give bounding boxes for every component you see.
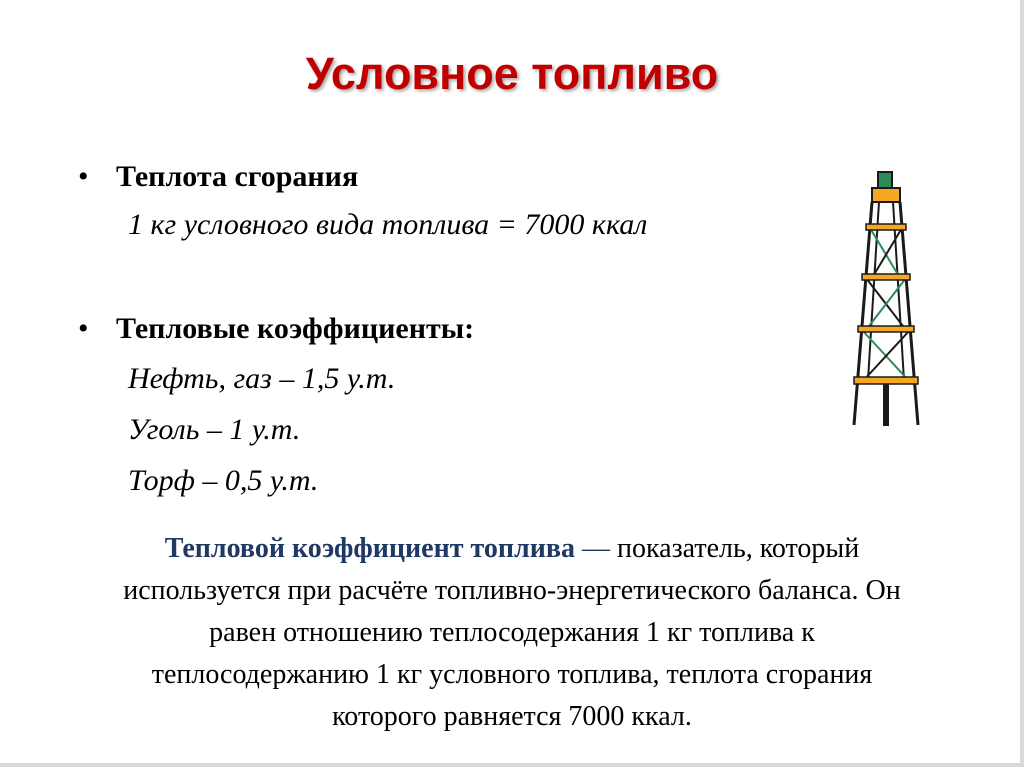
bullet-icon: • bbox=[78, 312, 89, 345]
definition-dash: — bbox=[574, 533, 610, 564]
bullet-label: Тепловые коэффициенты: bbox=[116, 312, 475, 345]
bullet-heat-coefficients bbox=[78, 312, 474, 346]
sub-item-standard-fuel: 1 кг условного вида топлива = 7000 ккал bbox=[128, 208, 648, 241]
sub-item-coal: Уголь – 1 у.т. bbox=[128, 413, 301, 446]
oil-derrick-icon bbox=[848, 170, 924, 430]
bullet-heat-of-combustion bbox=[78, 160, 358, 194]
sub-item-peat: Торф – 0,5 у.т. bbox=[128, 464, 319, 497]
definition-line-3: равен отношению теплосодержания 1 кг топлива к bbox=[209, 617, 815, 648]
definition-line-2: используется при расчёте топливно-энергетического баланса. Он bbox=[123, 575, 901, 606]
bullet-label: Теплота сгорания bbox=[116, 160, 359, 193]
definition-line-4: теплосодержанию 1 кг условного топлива, теплота сгорания bbox=[151, 659, 873, 690]
definition-line-5: которого равняется 7000 ккал. bbox=[332, 701, 692, 732]
definition-term: Тепловой коэффициент топлива bbox=[164, 533, 575, 564]
slide-title: Условное топливо bbox=[305, 48, 719, 99]
definition-note bbox=[30, 528, 994, 738]
definition-line-1: показатель, который bbox=[609, 533, 860, 564]
bullet-icon: • bbox=[78, 160, 89, 193]
sub-item-oil-gas: Нефть, газ – 1,5 у.т. bbox=[128, 362, 396, 395]
